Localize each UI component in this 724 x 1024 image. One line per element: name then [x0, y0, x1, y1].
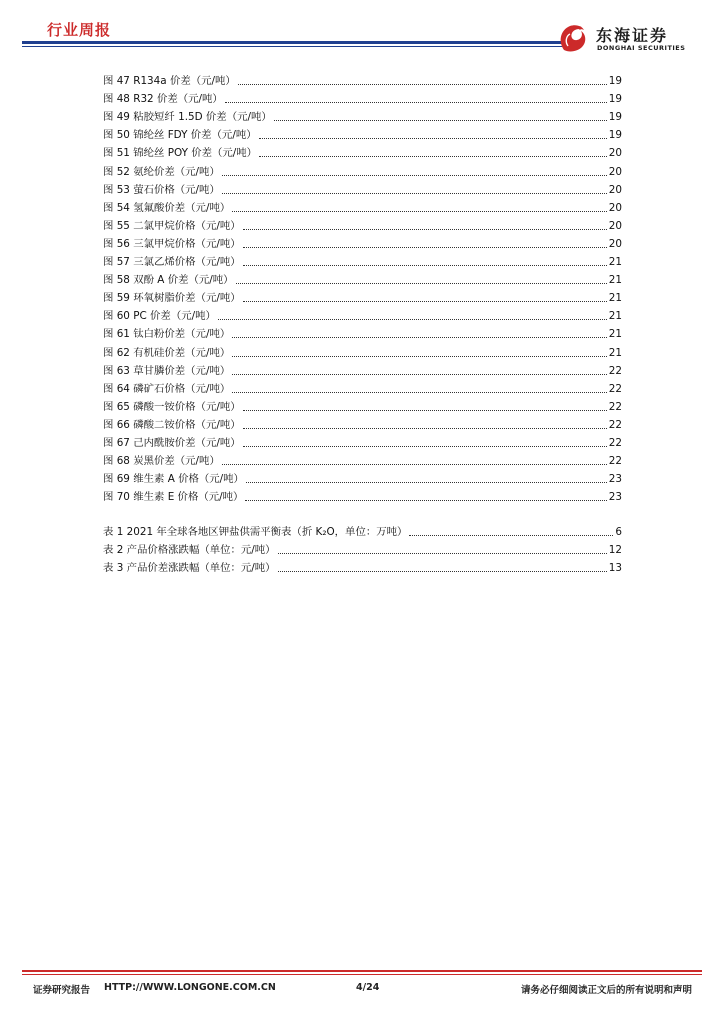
- dot-leader: [232, 337, 607, 338]
- dot-leader: [409, 535, 613, 536]
- header-divider-thin: [22, 46, 567, 47]
- footer-website-link[interactable]: HTTP://WWW.LONGONE.COM.CN: [104, 982, 276, 993]
- entry-page-number: 12: [608, 544, 622, 557]
- entry-page-number: 20: [608, 165, 622, 178]
- figure-index-entry[interactable]: [103, 485, 622, 503]
- figure-index-entry[interactable]: [103, 359, 622, 377]
- figure-index-entry[interactable]: [103, 413, 622, 431]
- entry-page-number: 22: [608, 418, 622, 431]
- entry-title: 表 3 产品价差涨跌幅（单位：元/吨）: [103, 562, 276, 575]
- dot-leader: [232, 392, 607, 393]
- entry-title: 图 49 粘胶短纤 1.5D 价差（元/吨）: [103, 111, 272, 124]
- entry-page-number: 21: [608, 310, 622, 323]
- figure-index-entry[interactable]: [103, 286, 622, 304]
- figure-index-entry[interactable]: [103, 69, 622, 87]
- dot-leader: [278, 553, 607, 554]
- logo-chinese-name: 东海证券: [596, 26, 669, 45]
- entry-page-number: 19: [608, 111, 622, 124]
- figure-index-entry[interactable]: [103, 268, 622, 286]
- entry-page-number: 20: [608, 201, 622, 214]
- dot-leader: [259, 138, 607, 139]
- entry-title: 图 50 锦纶丝 FDY 价差（元/吨）: [103, 129, 257, 142]
- entry-title: 图 48 R32 价差（元/吨）: [103, 93, 223, 106]
- entry-title: 图 68 炭黑价差（元/吨）: [103, 455, 220, 468]
- entry-title: 图 62 有机硅价差（元/吨）: [103, 346, 231, 359]
- figure-index-entry[interactable]: [103, 105, 622, 123]
- entry-page-number: 22: [608, 455, 622, 468]
- entry-title: 图 70 维生素 E 价格（元/吨）: [103, 491, 244, 504]
- entry-title: 图 67 己内酰胺价差（元/吨）: [103, 436, 241, 449]
- figure-index-entry[interactable]: [103, 214, 622, 232]
- entry-title: 表 1 2021 年全球各地区钾盐供需平衡表（折 K₂O，单位：万吨）: [103, 526, 408, 539]
- dot-leader: [243, 446, 607, 447]
- entry-page-number: 19: [608, 129, 622, 142]
- dot-leader: [222, 464, 607, 465]
- figure-index-entry[interactable]: [103, 196, 622, 214]
- figure-index-entry[interactable]: [103, 178, 622, 196]
- dot-leader: [236, 283, 607, 284]
- dot-leader: [225, 102, 607, 103]
- figure-index-entry[interactable]: [103, 340, 622, 358]
- figure-index-entry[interactable]: [103, 250, 622, 268]
- entry-title: 表 2 产品价格涨跌幅（单位：元/吨）: [103, 544, 276, 557]
- dot-leader: [243, 229, 607, 230]
- dot-leader: [232, 374, 607, 375]
- dot-leader: [245, 500, 606, 501]
- dot-leader: [222, 175, 607, 176]
- table-index-entry[interactable]: [103, 556, 622, 574]
- entry-page-number: 19: [608, 93, 622, 106]
- entry-title: 图 54 氢氟酸价差（元/吨）: [103, 201, 231, 214]
- dot-leader: [259, 156, 607, 157]
- entry-title: 图 52 氨纶价差（元/吨）: [103, 165, 220, 178]
- table-index-entry[interactable]: [103, 538, 622, 556]
- dot-leader: [278, 571, 607, 572]
- entry-title: 图 65 磷酸一铵价格（元/吨）: [103, 400, 241, 413]
- entry-page-number: 21: [608, 274, 622, 287]
- dot-leader: [232, 356, 607, 357]
- entry-title: 图 55 二氯甲烷价格（元/吨）: [103, 219, 241, 232]
- entry-page-number: 22: [608, 400, 622, 413]
- figure-index-entry[interactable]: [103, 232, 622, 250]
- entry-page-number: 22: [608, 436, 622, 449]
- entry-title: 图 56 三氯甲烷价格（元/吨）: [103, 237, 241, 250]
- dot-leader: [218, 319, 607, 320]
- entry-page-number: 22: [608, 382, 622, 395]
- entry-page-number: 21: [608, 346, 622, 359]
- dot-leader: [243, 301, 607, 302]
- entry-title: 图 53 萤石价格（元/吨）: [103, 183, 220, 196]
- figure-index-entry[interactable]: [103, 123, 622, 141]
- entry-title: 图 66 磷酸二铵价格（元/吨）: [103, 418, 241, 431]
- figure-index-entry[interactable]: [103, 431, 622, 449]
- header-divider: [22, 41, 567, 44]
- donghai-logo: [556, 20, 706, 56]
- dot-leader: [243, 265, 607, 266]
- table-index-entry[interactable]: [103, 520, 622, 538]
- dot-leader: [274, 120, 607, 121]
- figure-index-entry[interactable]: [103, 141, 622, 159]
- figure-index-entry[interactable]: [103, 395, 622, 413]
- dot-leader: [238, 84, 607, 85]
- entry-page-number: 19: [608, 75, 622, 88]
- footer-disclaimer: 请务必仔细阅读正文后的所有说明和声明: [521, 985, 693, 996]
- entry-title: 图 61 钛白粉价差（元/吨）: [103, 328, 231, 341]
- figure-index-entry[interactable]: [103, 449, 622, 467]
- footer-report-label: 证券研究报告: [33, 985, 91, 996]
- entry-title: 图 69 维生素 A 价格（元/吨）: [103, 473, 244, 486]
- dot-leader: [243, 247, 607, 248]
- entry-title: 图 47 R134a 价差（元/吨）: [103, 75, 236, 88]
- entry-title: 图 57 三氯乙烯价格（元/吨）: [103, 256, 241, 269]
- figure-index-list: [103, 69, 622, 503]
- report-type-title: 行业周报: [47, 21, 112, 39]
- entry-page-number: 20: [608, 183, 622, 196]
- figure-index-entry[interactable]: [103, 377, 622, 395]
- entry-title: 图 58 双酚 A 价差（元/吨）: [103, 274, 234, 287]
- entry-page-number: 20: [608, 237, 622, 250]
- entry-page-number: 23: [608, 491, 622, 504]
- figure-index-entry[interactable]: [103, 322, 622, 340]
- entry-title: 图 59 环氧树脂价差（元/吨）: [103, 292, 241, 305]
- logo-english-name: DONGHAI SECURITIES: [597, 44, 686, 52]
- entry-page-number: 6: [615, 526, 622, 539]
- entry-page-number: 21: [608, 292, 622, 305]
- dot-leader: [222, 193, 607, 194]
- entry-title: 图 51 锦纶丝 POY 价差（元/吨）: [103, 147, 258, 160]
- dragon-logo-icon: [556, 20, 592, 56]
- figure-index-entry[interactable]: [103, 87, 622, 105]
- entry-title: 图 60 PC 价差（元/吨）: [103, 310, 216, 323]
- figure-index-entry[interactable]: [103, 304, 622, 322]
- dot-leader: [243, 410, 607, 411]
- figure-index-entry[interactable]: [103, 159, 622, 177]
- entry-page-number: 20: [608, 147, 622, 160]
- entry-page-number: 13: [608, 562, 622, 575]
- footer-divider: [22, 970, 702, 972]
- dot-leader: [246, 482, 607, 483]
- entry-page-number: 22: [608, 364, 622, 377]
- footer-page-number: 4/24: [356, 982, 380, 993]
- entry-title: 图 63 草甘膦价差（元/吨）: [103, 364, 231, 377]
- figure-index-entry[interactable]: [103, 467, 622, 485]
- footer-divider-thin: [22, 974, 702, 975]
- table-index-list: [103, 520, 622, 574]
- dot-leader: [232, 211, 607, 212]
- dot-leader: [243, 428, 607, 429]
- entry-page-number: 21: [608, 328, 622, 341]
- entry-page-number: 23: [608, 473, 622, 486]
- entry-page-number: 20: [608, 219, 622, 232]
- entry-page-number: 21: [608, 256, 622, 269]
- entry-title: 图 64 磷矿石价格（元/吨）: [103, 382, 231, 395]
